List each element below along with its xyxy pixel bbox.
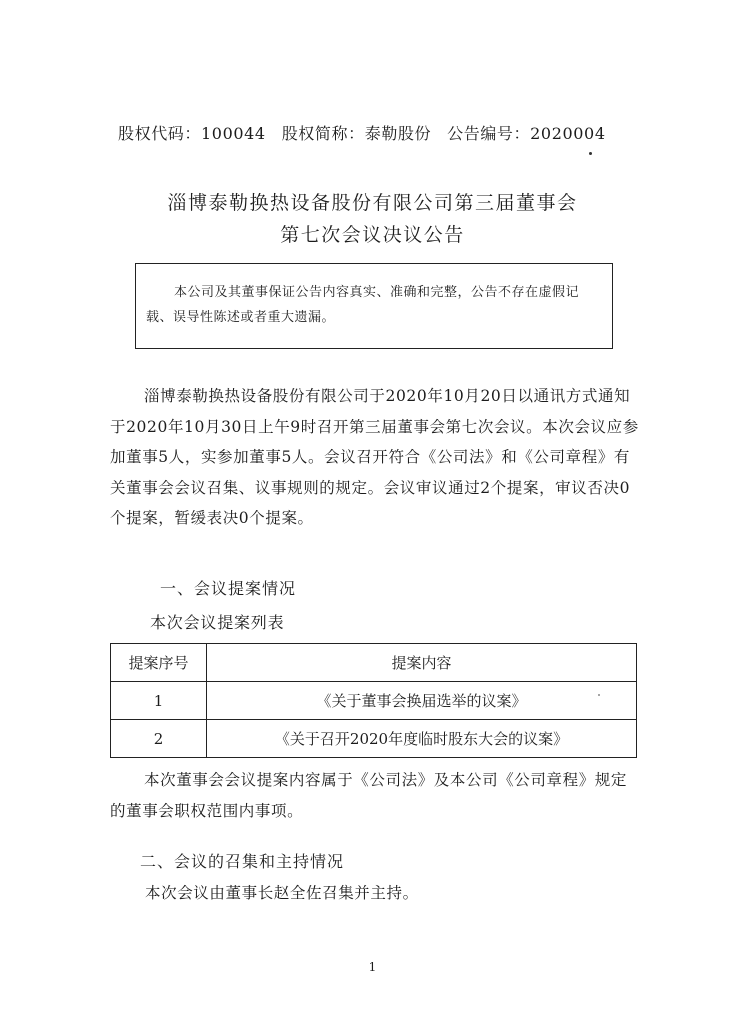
- table-header-cell: 提案序号: [111, 644, 207, 682]
- page-number: 1: [368, 960, 377, 974]
- scope-paragraph: 本次董事会会议提案内容属于《公司法》及本公司《公司章程》规定的董事会职权范围内事项。: [110, 771, 628, 820]
- notice-number-value: 2020004: [530, 124, 606, 143]
- disclaimer-box: [135, 263, 613, 349]
- scan-speck: [598, 694, 600, 696]
- section-heading-convening: 二、会议的召集和主持情况: [140, 852, 345, 871]
- announcement-header: [118, 121, 606, 144]
- table-caption: 本次会议提案列表: [150, 613, 285, 632]
- stock-code-value: 100044: [201, 124, 266, 143]
- table-cell: 2: [111, 720, 207, 758]
- notice-number-label: 公告编号：: [447, 124, 531, 143]
- stock-abbr-value: 泰勒股份: [364, 124, 432, 143]
- section-heading-proposals: 一、会议提案情况: [160, 579, 297, 598]
- proposals-table: [110, 643, 637, 758]
- table-cell: 1: [111, 682, 207, 720]
- stock-abbr-label: 股权简称：: [281, 124, 365, 143]
- table-row: [111, 720, 637, 758]
- table-header-cell: 提案内容: [207, 644, 637, 682]
- chair-paragraph: 本次会议由董事长赵全佐召集并主持。: [145, 884, 419, 902]
- intro-paragraph: 淄博泰勒换热设备股份有限公司于2020年10月20日以通讯方式通知于2020年10月30日上午9时召开第三届董事会第七次会议。本次会议应参加董事5人，实参加董事5人。会议召开符合《公司法》和《公司章程》有关董事会会议召集、议事规则的规定。会议审议通过2个提案，审议否决0个提案，暂缓表决0个提案。: [110, 387, 639, 528]
- disclaimer-text: 本公司及其董事保证公告内容真实、准确和完整，公告不存在虚假记载、误导性陈述或者重大遗漏。: [146, 285, 580, 325]
- stock-code-label: 股权代码：: [118, 124, 202, 143]
- table-cell: 《关于召开2020年度临时股东大会的议案》: [207, 720, 637, 758]
- scan-speck: [589, 152, 592, 155]
- table-cell: 《关于董事会换届选举的议案》: [207, 682, 637, 720]
- table-header-row: [111, 644, 637, 682]
- document-title-line1: 淄博泰勒换热设备股份有限公司第三届董事会: [167, 192, 578, 214]
- document-title-line2: 第七次会议决议公告: [280, 224, 465, 246]
- table-row: [111, 682, 637, 720]
